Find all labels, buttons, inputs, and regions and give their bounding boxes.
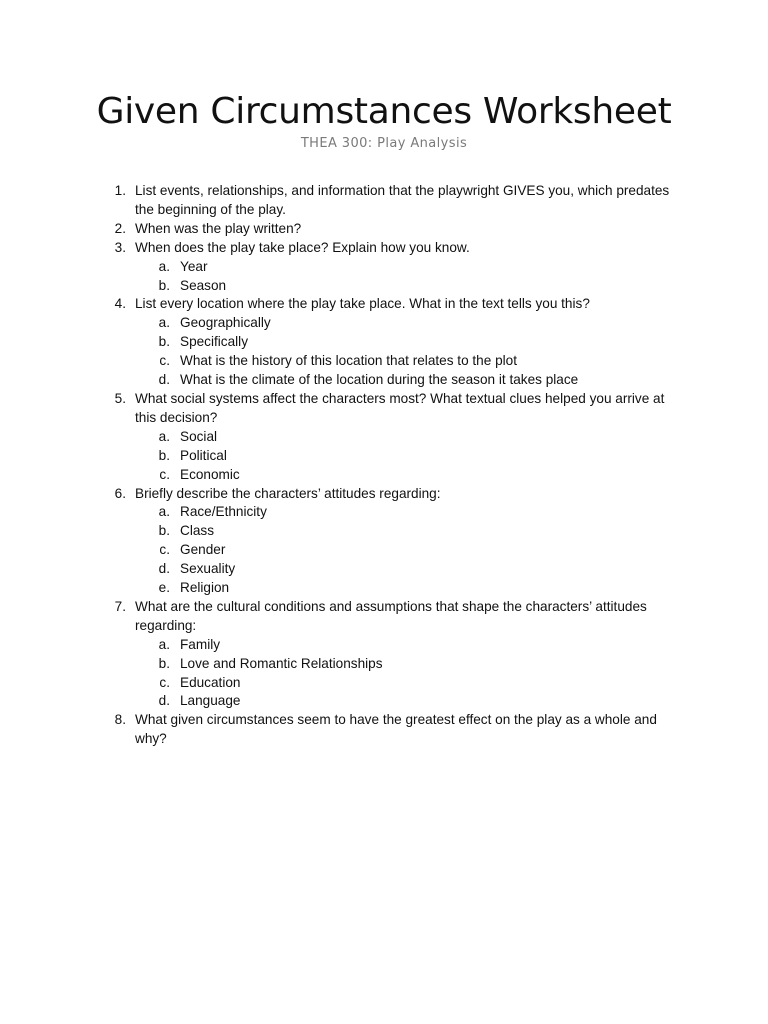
- question-text: When does the play take place? Explain how you know.: [135, 239, 470, 255]
- sub-question-text: Language: [180, 693, 241, 709]
- sub-question-item: [0, 277, 768, 296]
- sub-question-item: [0, 258, 768, 277]
- sub-question-text: What is the history of this location that relates to the plot: [180, 353, 517, 369]
- sub-question-text: Family: [180, 636, 221, 652]
- sub-question-item: [0, 692, 768, 711]
- sub-question-letter: b.: [158, 334, 170, 350]
- question-text: What are the cultural conditions and assumptions that shape the characters’ attitudes regarding:: [135, 598, 647, 633]
- sub-question-text: Season: [180, 277, 227, 293]
- sub-question-item: [0, 314, 768, 333]
- sub-question-item: [0, 333, 768, 352]
- question-number: 5.: [114, 390, 126, 406]
- sub-question-list: [0, 636, 768, 712]
- sub-question-letter: c.: [159, 466, 170, 482]
- sub-question-letter: b.: [158, 277, 170, 293]
- sub-question-letter: b.: [158, 523, 170, 539]
- sub-question-text: Religion: [180, 580, 230, 596]
- sub-question-text: Year: [180, 258, 208, 274]
- question-text: Briefly describe the characters’ attitudes regarding:: [135, 485, 441, 501]
- question-item: [0, 390, 768, 485]
- page-subtitle: THEA 300: Play Analysis: [300, 136, 468, 151]
- sub-question-letter: c.: [159, 353, 170, 369]
- sub-question-letter: b.: [158, 447, 170, 463]
- question-text: What social systems affect the characters most? What textual clues helped you arrive at this decision?: [135, 390, 665, 425]
- sub-question-list: [0, 258, 768, 296]
- sub-question-text: Economic: [180, 466, 240, 482]
- sub-question-letter: b.: [158, 655, 170, 671]
- sub-question-text: Class: [180, 523, 214, 539]
- sub-question-letter: c.: [159, 674, 170, 690]
- sub-question-item: [0, 447, 768, 466]
- page-title: Given Circumstances Worksheet: [96, 91, 672, 132]
- sub-question-item: [0, 522, 768, 541]
- sub-question-item: [0, 655, 768, 674]
- question-item: [0, 295, 768, 390]
- sub-question-item: [0, 579, 768, 598]
- question-item: [0, 711, 768, 749]
- sub-question-letter: a.: [158, 258, 170, 274]
- sub-question-item: [0, 541, 768, 560]
- question-text: When was the play written?: [135, 220, 302, 236]
- sub-question-text: Sexuality: [180, 561, 236, 577]
- question-item: [0, 598, 768, 711]
- sub-question-text: What is the climate of the location during the season it takes place: [180, 372, 579, 388]
- question-number: 4.: [114, 296, 126, 312]
- sub-question-item: [0, 503, 768, 522]
- sub-question-letter: e.: [158, 580, 170, 596]
- question-text: List events, relationships, and information that the playwright GIVES you, which predates the beginning of the play.: [135, 183, 670, 217]
- sub-question-item: [0, 674, 768, 693]
- sub-question-letter: a.: [158, 504, 170, 520]
- sub-question-item: [0, 352, 768, 371]
- question-number: 8.: [114, 712, 126, 728]
- sub-question-text: Education: [180, 674, 241, 690]
- sub-question-item: [0, 466, 768, 485]
- sub-question-letter: d.: [158, 561, 170, 577]
- sub-question-text: Specifically: [180, 334, 248, 350]
- sub-question-letter: c.: [159, 542, 170, 558]
- sub-question-letter: a.: [158, 315, 170, 331]
- sub-question-list: [0, 503, 768, 598]
- sub-question-item: [0, 636, 768, 655]
- sub-question-letter: a.: [158, 428, 170, 444]
- question-item: [0, 485, 768, 598]
- question-item: [0, 239, 768, 296]
- sub-question-list: [0, 314, 768, 390]
- sub-question-text: Love and Romantic Relationships: [180, 655, 383, 671]
- question-text: List every location where the play take place. What in the text tells you this?: [135, 296, 590, 312]
- question-number: 7.: [114, 598, 126, 614]
- question-item: [0, 182, 768, 220]
- sub-question-text: Geographically: [180, 315, 271, 331]
- sub-question-letter: a.: [158, 636, 170, 652]
- question-number: 6.: [114, 485, 126, 501]
- question-number: 3.: [114, 239, 126, 255]
- question-text: What given circumstances seem to have the greatest effect on the play as a whole and why?: [135, 712, 657, 747]
- sub-question-text: Political: [180, 447, 227, 463]
- sub-question-text: Race/Ethnicity: [180, 504, 267, 520]
- question-item: [0, 220, 768, 239]
- sub-question-letter: d.: [158, 372, 170, 388]
- sub-question-item: [0, 560, 768, 579]
- question-number: 1.: [114, 183, 126, 198]
- question-number: 2.: [114, 220, 126, 236]
- question-list: [0, 182, 768, 749]
- sub-question-list: [0, 428, 768, 485]
- sub-question-item: [0, 428, 768, 447]
- sub-question-item: [0, 371, 768, 390]
- sub-question-text: Social: [180, 428, 218, 444]
- sub-question-letter: d.: [158, 693, 170, 709]
- sub-question-text: Gender: [180, 542, 226, 558]
